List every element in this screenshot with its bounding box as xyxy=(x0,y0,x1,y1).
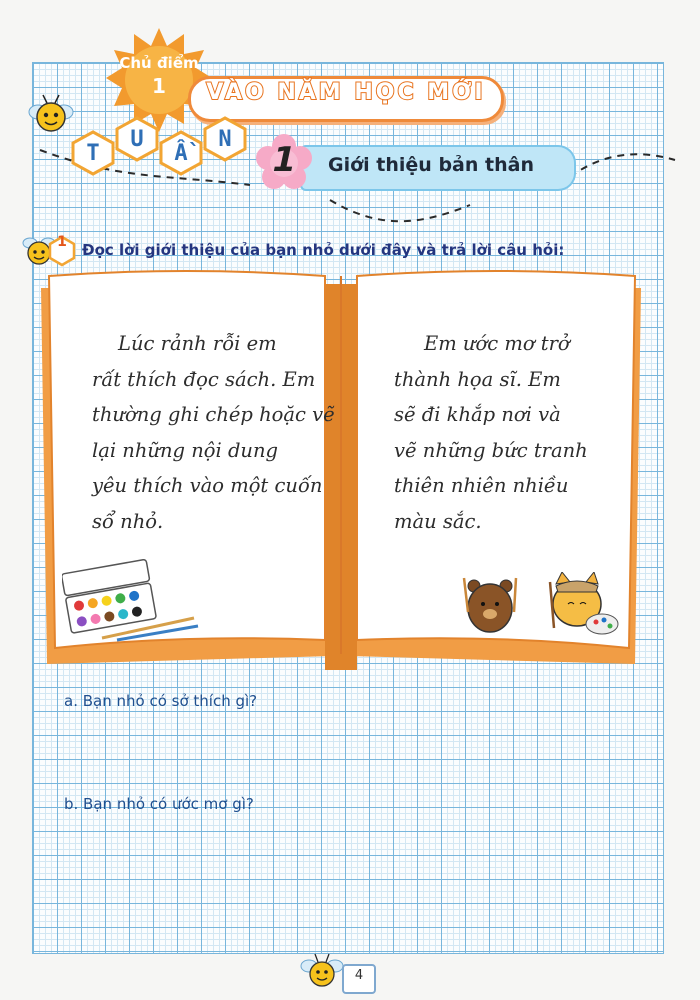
left-line: Lúc rảnh rỗi em xyxy=(118,332,277,355)
left-line: sổ nhỏ. xyxy=(92,509,164,533)
week-letter-t-text: T xyxy=(86,140,100,166)
week-letter-t xyxy=(70,130,116,176)
week-letter-u-text: U xyxy=(130,126,144,152)
question-b: b. Bạn nhỏ có ước mơ gì? xyxy=(64,795,254,813)
question-a: a. Bạn nhỏ có sở thích gì? xyxy=(64,692,258,710)
paint-palette-icon xyxy=(62,556,202,642)
chu-diem-label: Chủ điểm xyxy=(119,54,199,72)
right-line: sẽ đi khắp nơi và xyxy=(394,403,561,426)
week-letter-u xyxy=(114,116,160,162)
right-page-text xyxy=(394,326,588,539)
topic-title: Giới thiệu bản thân xyxy=(328,154,534,176)
left-line: yêu thích vào một cuốn xyxy=(92,474,323,497)
bee-mascot-icon xyxy=(28,92,74,138)
animal-painters-icon xyxy=(462,572,622,640)
left-page-text xyxy=(92,326,335,539)
right-line: thành họa sĩ. Em xyxy=(394,367,561,391)
right-line: Em ước mơ trở xyxy=(424,332,570,355)
right-line: thiên nhiên nhiều xyxy=(394,474,569,497)
week-letter-an xyxy=(158,130,204,176)
week-letter-n-text: N xyxy=(218,126,232,152)
exercise-number: 1 xyxy=(57,234,67,250)
footer-bee-icon xyxy=(300,950,344,996)
week-letter-n xyxy=(202,116,248,162)
left-line: rất thích đọc sách. Em xyxy=(92,367,316,391)
right-line: vẽ những bức tranh xyxy=(394,438,588,462)
week-letter-an-text: Ầ xyxy=(174,140,188,166)
right-line: màu sắc. xyxy=(394,509,482,533)
week-number: 1 xyxy=(267,140,301,180)
page-number: 4 xyxy=(354,968,364,983)
theme-title: VÀO NĂM HỌC MỚI xyxy=(206,80,486,105)
exercise-instruction: Đọc lời giới thiệu của bạn nhỏ dưới đây và trả lời câu hỏi: xyxy=(82,241,565,259)
chu-diem-number: 1 xyxy=(152,73,166,98)
left-line: lại những nội dung xyxy=(92,438,279,462)
left-line: thường ghi chép hoặc vẽ xyxy=(92,403,335,426)
